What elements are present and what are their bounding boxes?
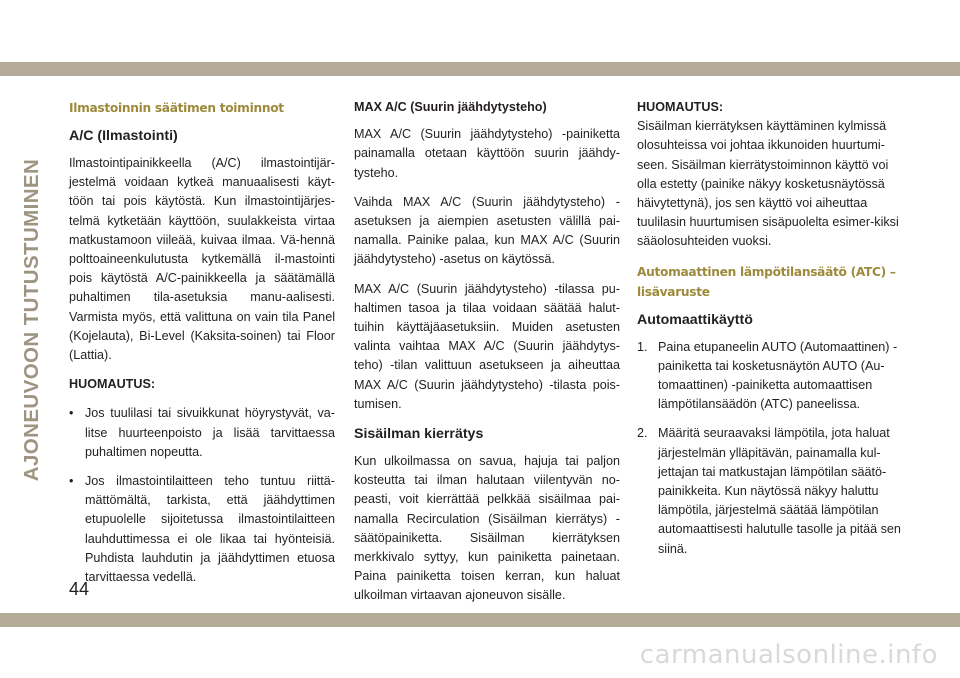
step-number: 2.: [637, 426, 648, 441]
watermark: [0, 640, 960, 670]
header-band: [0, 62, 960, 76]
step-number: 1.: [637, 339, 648, 354]
subsection-title-recirculation: Sisäilman kierrätys: [354, 426, 484, 443]
top-margin: [0, 0, 960, 62]
step-text: Määritä seuraavaksi lämpötila, jota haluat järjestelmän ylläpitävän, painamalla kul-jettajan tai matkustajan lämpötilan säätö-painikkeita. Kun näytössä näkyy haluttu lämpötila, järjestelmä säätää lämpötilan automaattisesti halutulle tasolle ja pitää sen siinä.: [658, 426, 901, 556]
max-ac-heading: MAX A/C (Suurin jäähdytysteho): [354, 100, 547, 114]
max-ac-paragraph: Vaihda MAX A/C (Suurin jäähdytysteho) -asetuksen ja aiempien asetusten välillä pai-namalla. Painike palaa, kun MAX A/C (Suurin jäähdytysteho) -asetus on käytössä.: [354, 194, 620, 267]
page-number: 44: [69, 579, 90, 599]
column-3: [637, 98, 903, 569]
note-label: HUOMAUTUS:: [69, 377, 156, 392]
step-text: Paina etupaneelin AUTO (Automaattinen) -painiketta tai kosketusnäytön AUTO (Au-tomaattinen) -painiketta automaattisen lämpötilansäädön (ATC) paneelissa.: [658, 339, 898, 412]
recirculation-paragraph: Kun ulkoilmassa on savua, hajuja tai paljon kosteutta tai ilman halutaan viilentyvän no-peasti, voit kierrättää pelkkää sisäilmaa pai-namalla Recirculation (Sisäilman kierrätys) -säätöpainiketta. Sisäilman kierrätyksen merkkivalo syttyy, kun painiketta painetaan. Paina painiketta toisen kerran, kun haluat ulkoilman virtaavan ajoneuvon sisälle.: [354, 454, 620, 603]
list-item: [637, 424, 903, 558]
steps-list: [637, 338, 903, 559]
chapter-side-heading: AJONEUVOON TUTUSTUMINEN: [20, 158, 43, 482]
max-ac-paragraph: MAX A/C (Suurin jäähdytysteho) -tilassa pu-haltimen tasoa ja tilaa voidaan säätää halut-tuihin käyttäjäasetuksiin. Muiden asetusten valinta vaihtaa MAX A/C (Suurin jäähdytys-teho) -tilan valittuun asetukseen ja aiheuttaa MAX A/C (Suurin jäähdytysteho) -tilasta pois-tumisen.: [354, 281, 620, 411]
note-bullet-list: [69, 404, 335, 587]
bullet-text: Jos tuulilasi tai sivuikkunat höyrystyvät, va-litse huurteenpoisto ja lisää tarvittaessa puhaltimen nopeutta.: [85, 406, 335, 459]
bullet-mark: •: [69, 406, 74, 421]
list-item: [69, 404, 335, 462]
watermark-text: carmanualsonline.info: [639, 640, 938, 670]
subsection-title-auto: Automaattikäyttö: [637, 311, 753, 328]
bullet-mark: •: [69, 474, 74, 489]
bullet-text: Jos ilmastointilaitteen teho tuntuu riittä-mättömältä, tarkista, että jäähdyttimen etupuolelle sijoitetussa ilmastointilaitteen lauhduttimessa ei ole likaa tai hyönteisiä. Puhdista lauhdutin ja jäähdyttimen etuosa tarvittaessa vedellä.: [85, 474, 335, 585]
max-ac-paragraph: MAX A/C (Suurin jäähdytysteho) -painiketta painamalla otetaan käyttöön suurin jäähdy-tysteho.: [354, 127, 620, 180]
ac-paragraph: Ilmastointipainikkeella (A/C) ilmastointijär-jestelmä voidaan kytkeä manuaalisesti käyt-töön tai pois käytöstä. Kun ilmastointijärjes-telmä kytketään käyttöön, suulakkeista virtaa matkustamoon viileää, kuivaa ilmaa. Vä-hennä polttoaineenkulutusta kytkemällä il-mastointi pois käytöstä A/C-painikkeella ja säätämällä puhaltimen tila-asetuksia manu-aalisesti. Varmista myös, että valittuna on vain tila Panel (Kojelauta), Bi-Level (Kaksita-soinen) tai Floor (Lattia).: [69, 156, 335, 363]
note-label: HUOMAUTUS:: [637, 100, 724, 114]
footer-band: [0, 613, 960, 627]
section-title-climate-controls: Ilmastoinnin säätimen toiminnot: [69, 101, 284, 115]
note-paragraph: Sisäilman kierrätyksen käyttäminen kylmissä olosuhteissa voi johtaa ikkunoiden huurtumi-seen. Sisäilman kierrätystoiminnon käyttö voi olla estetty (painike näkyy kosketusnäytössä häivytettynä), jos sen käyttö voi aiheuttaa tuulilasin huurtumisen sisäpuolelta esimer-kiksi sääolosuhteiden vuoksi.: [637, 119, 899, 249]
section-title-atc: Automaattinen lämpötilansäätö (ATC) – lisävaruste: [637, 264, 896, 299]
subsection-title-ac: A/C (Ilmastointi): [69, 128, 178, 144]
list-item: [69, 472, 335, 587]
list-item: [637, 338, 903, 415]
column-2: [354, 98, 620, 606]
column-1: [69, 98, 335, 597]
